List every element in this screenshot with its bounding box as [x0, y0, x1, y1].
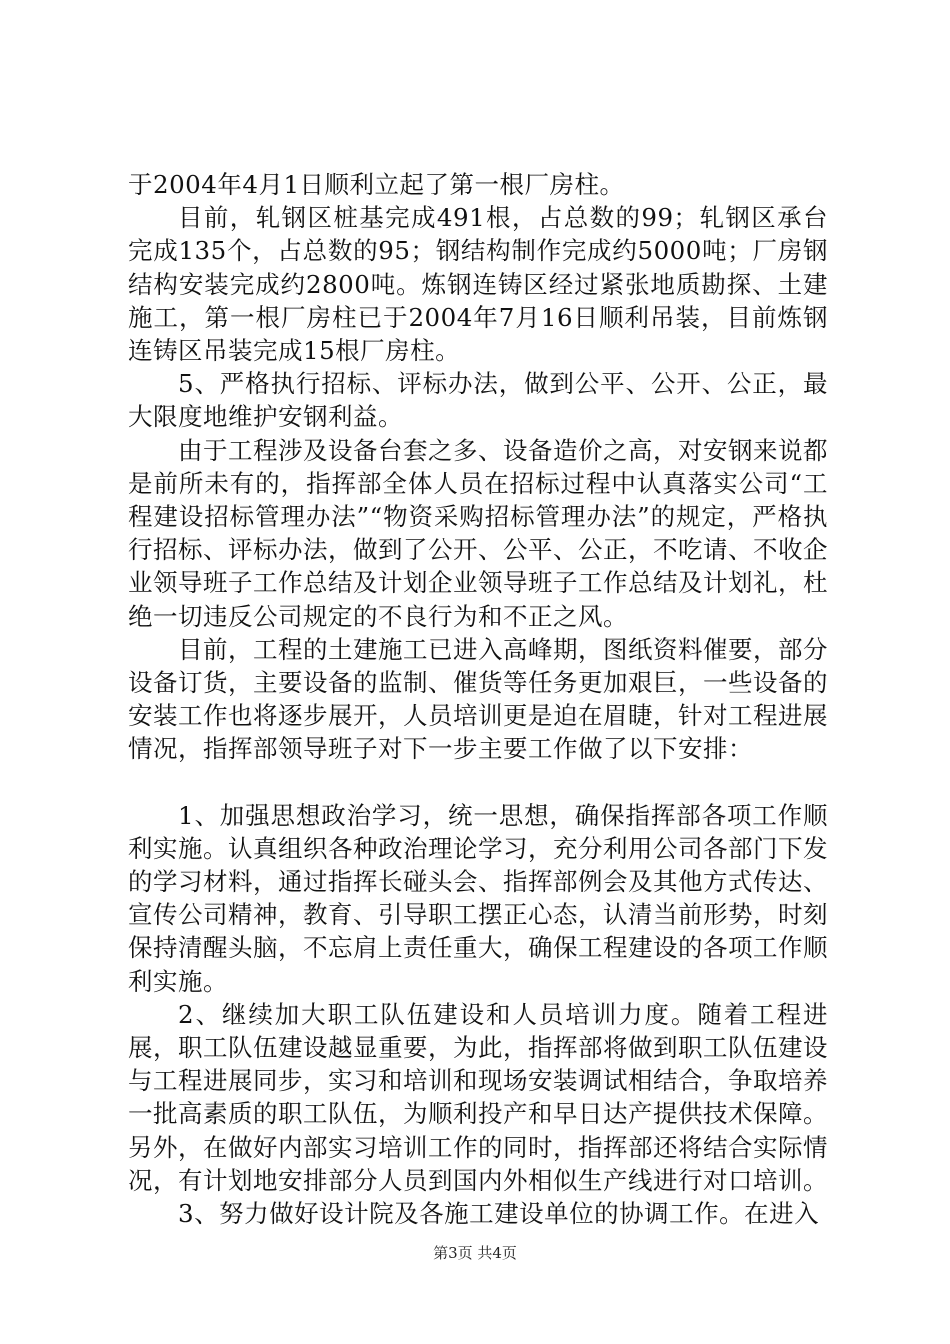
paragraph-progress: 目前，轧钢区桩基完成491根，占总数的99；轧钢区承台完成135个，占总数的95；钢结构制作完成约5000吨；厂房钢结构安装完成约2800吨。炼钢连铸区经过紧张地质勘探、土建施工，第一根厂房柱已于2004年7月16日顺利吊装，目前炼钢连铸区吊装完成15根厂房柱。	[128, 203, 828, 366]
paragraph-plan-item-3: 3、努力做好设计院及各施工建设单位的协调工作。在进入	[178, 1199, 820, 1229]
paragraph-bidding: 由于工程涉及设备台套之多、设备造价之高，对安钢来说都是前所未有的，指挥部全体人员在招标过程中认真落实公司“工程建设招标管理办法”“物资采购招标管理办法”的规定，严格执行招标、评标办法，做到了公开、公平、公正，不吃请、不收企业领导班子工作总结及计划企业领导班子工作总结及计划礼，杜绝一切违反公司规定的不良行为和不正之风。	[128, 435, 828, 631]
paragraph-plan-item-2: 2、继续加大职工队伍建设和人员培训力度。随着工程进展，职工队伍建设越显重要，为此，指挥部将做到职工队伍建设与工程进展同步，实习和培训和现场安装调试相结合，争取培养一批高素质的职工队伍，为顺利投产和早日达产提供技术保障。另外，在做好内部实习培训工作的同时，指挥部还将结合实际情况，有计划地安排部分人员到国内外相似生产线进行对口培训。	[128, 999, 828, 1195]
paragraph-continuation: 于2004年4月1日顺利立起了第一根厂房柱。	[128, 170, 625, 199]
paragraph-plan-item-1: 1、加强思想政治学习，统一思想，确保指挥部各项工作顺利实施。认真组织各种政治理论学习，充分利用公司各部门下发的学习材料，通过指挥长碰头会、指挥部例会及其他方式传达、宣传公司精神，教育、引导职工摆正心态，认清当前形势，时刻保持清醒头脑，不忘肩上责任重大，确保工程建设的各项工作顺利实施。	[128, 800, 828, 996]
document-body	[128, 168, 828, 1230]
page-number-footer: 第3页 共4页	[433, 1244, 517, 1262]
paragraph-next-steps: 目前，工程的土建施工已进入高峰期，图纸资料催要，部分设备订货，主要设备的监制、催货等任务更加艰巨，一些设备的安装工作也将逐步展开，人员培训更是迫在眉睫，针对工程进展情况，指挥部领导班子对下一步主要工作做了以下安排：	[128, 634, 828, 764]
paragraph-item-5-heading: 5、严格执行招标、评标办法，做到公平、公开、公正，最大限度地维护安钢利益。	[128, 369, 828, 432]
